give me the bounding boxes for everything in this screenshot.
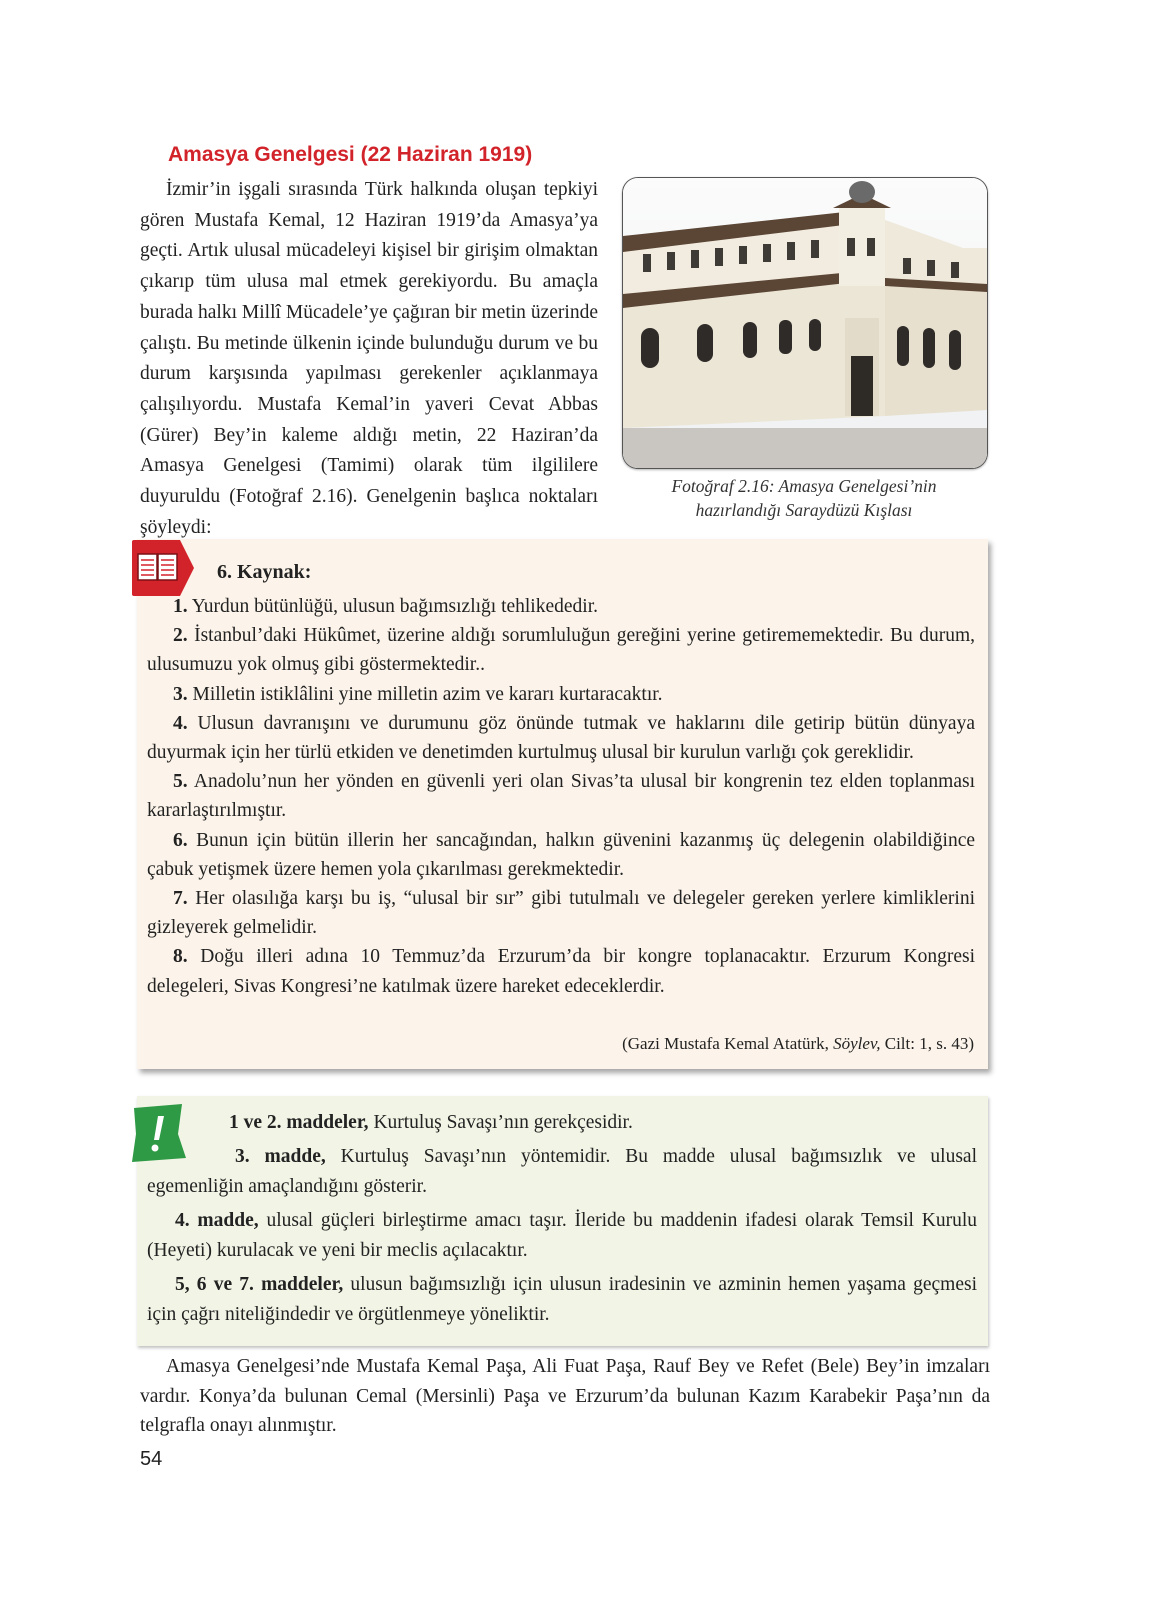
source-item xyxy=(147,942,975,1000)
citation-author: (Gazi Mustafa Kemal Atatürk, xyxy=(622,1034,834,1053)
note-box xyxy=(137,1096,988,1346)
citation xyxy=(622,1034,974,1054)
item-number: 4. xyxy=(173,712,188,734)
item-text: İstanbul’daki Hükûmet, üzerine aldığı sorumluluğun gereğini yerine getirememektedir. Bu durum, ulusumuzu yok olmuş gibi göstermektedir.. xyxy=(147,625,976,676)
item-text: Her olasılığa karşı bu iş, “ulusal bir sır” gibi tutulmalı ve delegeler gereken yerlere kimliklerini gizleyerek gelmelidir. xyxy=(147,888,976,939)
item-text: Anadolu’nun her yönden en güvenli yeri olan Sivas’ta ulusal bir kongrenin tez elden toplanması kararlaştırılmıştır. xyxy=(147,771,975,822)
item-text: Yurdun bütünlüğü, ulusun bağımsızlığı tehlikededir. xyxy=(191,596,598,617)
source-item xyxy=(147,592,975,621)
citation-volume: Cilt: 1, s. 43) xyxy=(880,1034,974,1053)
caption-line-1: Fotoğraf 2.16: Amasya Genelgesi’nin xyxy=(671,476,937,496)
item-number: 6. xyxy=(173,829,188,851)
note-paragraph xyxy=(147,1142,977,1202)
note-bold: 1 ve 2. maddeler, xyxy=(229,1112,369,1133)
item-text: Ulusun davranışını ve durumunu göz önünde tutmak ve haklarını dile getirip bütün dünyaya duyurmak için her türlü etkiden ve denetimden kurtulmuş ulusal bir kurulun varlığı çok gereklidir. xyxy=(147,712,975,764)
note-bold: 4. madde, xyxy=(175,1210,259,1231)
note-paragraph xyxy=(147,1206,977,1266)
note-bold: 5, 6 ve 7. maddeler, xyxy=(175,1274,344,1295)
note-text: Kurtuluş Savaşı’nın gerekçesidir. xyxy=(368,1112,633,1133)
item-text: Doğu illeri adına 10 Temmuz’da Erzurum’da bir kongre toplanacaktır. Erzurum Kongresi delegeleri, Sivas Kongresi’ne katılmak üzere hareket edeceklerdir. xyxy=(147,946,975,997)
item-number: 2. xyxy=(173,625,188,647)
photo-saraydüzü-barracks xyxy=(622,177,988,469)
item-number: 1. xyxy=(173,596,188,617)
item-number: 8. xyxy=(173,946,188,968)
section-heading: Amasya Genelgesi (22 Haziran 1919) xyxy=(168,143,533,166)
item-number: 3. xyxy=(173,683,188,705)
source-item xyxy=(147,826,975,884)
intro-text: İzmir’in işgali sırasında Türk halkında oluşan tepkiyi gören Mustafa Kemal, 12 Haziran 1919’da Amasya’ya geçti. Artık ulusal mücadeleyi kişisel bir girişim olmaktan çıkarıp tüm ulusa mal etmek gerekiyordu. Bu amaçla burada halkı Millî Mücadele’ye çağıran bir metin üzerinde çalıştı. Bu metinde ülkenin içinde bulunduğu durum ve bu durum karşısında yapılması gerekenler açıklanmaya çalışılıyordu. Mustafa Kemal’in yaveri Cevat Abbas (Gürer) Bey’in kaleme aldığı metin, 22 Haziran’da Amasya Genelgesi (Tamimi) olarak tüm ilgililere duyuruldu (Fotoğraf 2.16). Genelgenin başlıca noktaları şöyleydi: xyxy=(140,179,598,538)
source-item xyxy=(147,884,975,942)
item-number: 7. xyxy=(173,888,188,910)
note-paragraphs xyxy=(147,1108,977,1334)
photo-caption xyxy=(622,474,986,522)
item-text: Milletin istiklâlini yine milletin azim ve kararı kurtaracaktır. xyxy=(192,683,663,705)
building-illustration xyxy=(623,178,987,468)
note-paragraph xyxy=(147,1270,977,1330)
source-items xyxy=(147,592,975,1001)
note-paragraph xyxy=(147,1108,977,1138)
exclamation-icon xyxy=(130,1104,186,1162)
outro-paragraph: Amasya Genelgesi’nde Mustafa Kemal Paşa, Ali Fuat Paşa, Rauf Bey ve Refet (Bele) Bey’in imzaları vardır. Konya’da bulunan Cemal (Mersinli) Paşa ve Erzurum’da bulunan Kazım Karabekir Paşa’nın da telgrafla onayı alınmıştır. xyxy=(140,1356,990,1436)
caption-line-2: hazırlandığı Saraydüzü Kışlası xyxy=(695,500,913,520)
source-item xyxy=(147,621,975,679)
note-text: ulusun bağımsızlığı için ulusun iradesinin ve azminin hemen yaşama geçmesi için çağrı niteliğindedir ve örgütlenmeye yöneliktir. xyxy=(147,1274,977,1325)
book-icon xyxy=(132,540,194,596)
note-text: Kurtuluş Savaşı’nın yöntemidir. Bu madde ulusal bağımsızlık ve ulusal egemenliğin amaçlandığını gösterir. xyxy=(147,1146,977,1197)
note-bold: 3. madde, xyxy=(235,1146,326,1167)
source-box xyxy=(137,539,988,1069)
source-item xyxy=(147,680,975,709)
citation-title: Söylev, xyxy=(833,1034,881,1053)
note-text: ulusal güçleri birleştirme amacı taşır. İleride bu maddenin ifadesi olarak Temsil Kurulu (Heyeti) kurulacak ve yeni bir meclis açılacaktır. xyxy=(147,1210,977,1261)
item-number: 5. xyxy=(173,771,188,793)
page-number: 54 xyxy=(140,1448,163,1470)
source-item xyxy=(147,709,975,767)
source-title: 6. Kaynak: xyxy=(217,561,312,583)
intro-paragraph xyxy=(140,175,598,543)
item-text: Bunun için bütün illerin her sancağından, halkın güvenini kazanmış üç delegenin olabildiğince çabuk yetişmek üzere hemen yola çıkarılması gerekmektedir. xyxy=(147,829,975,880)
source-item xyxy=(147,767,975,825)
